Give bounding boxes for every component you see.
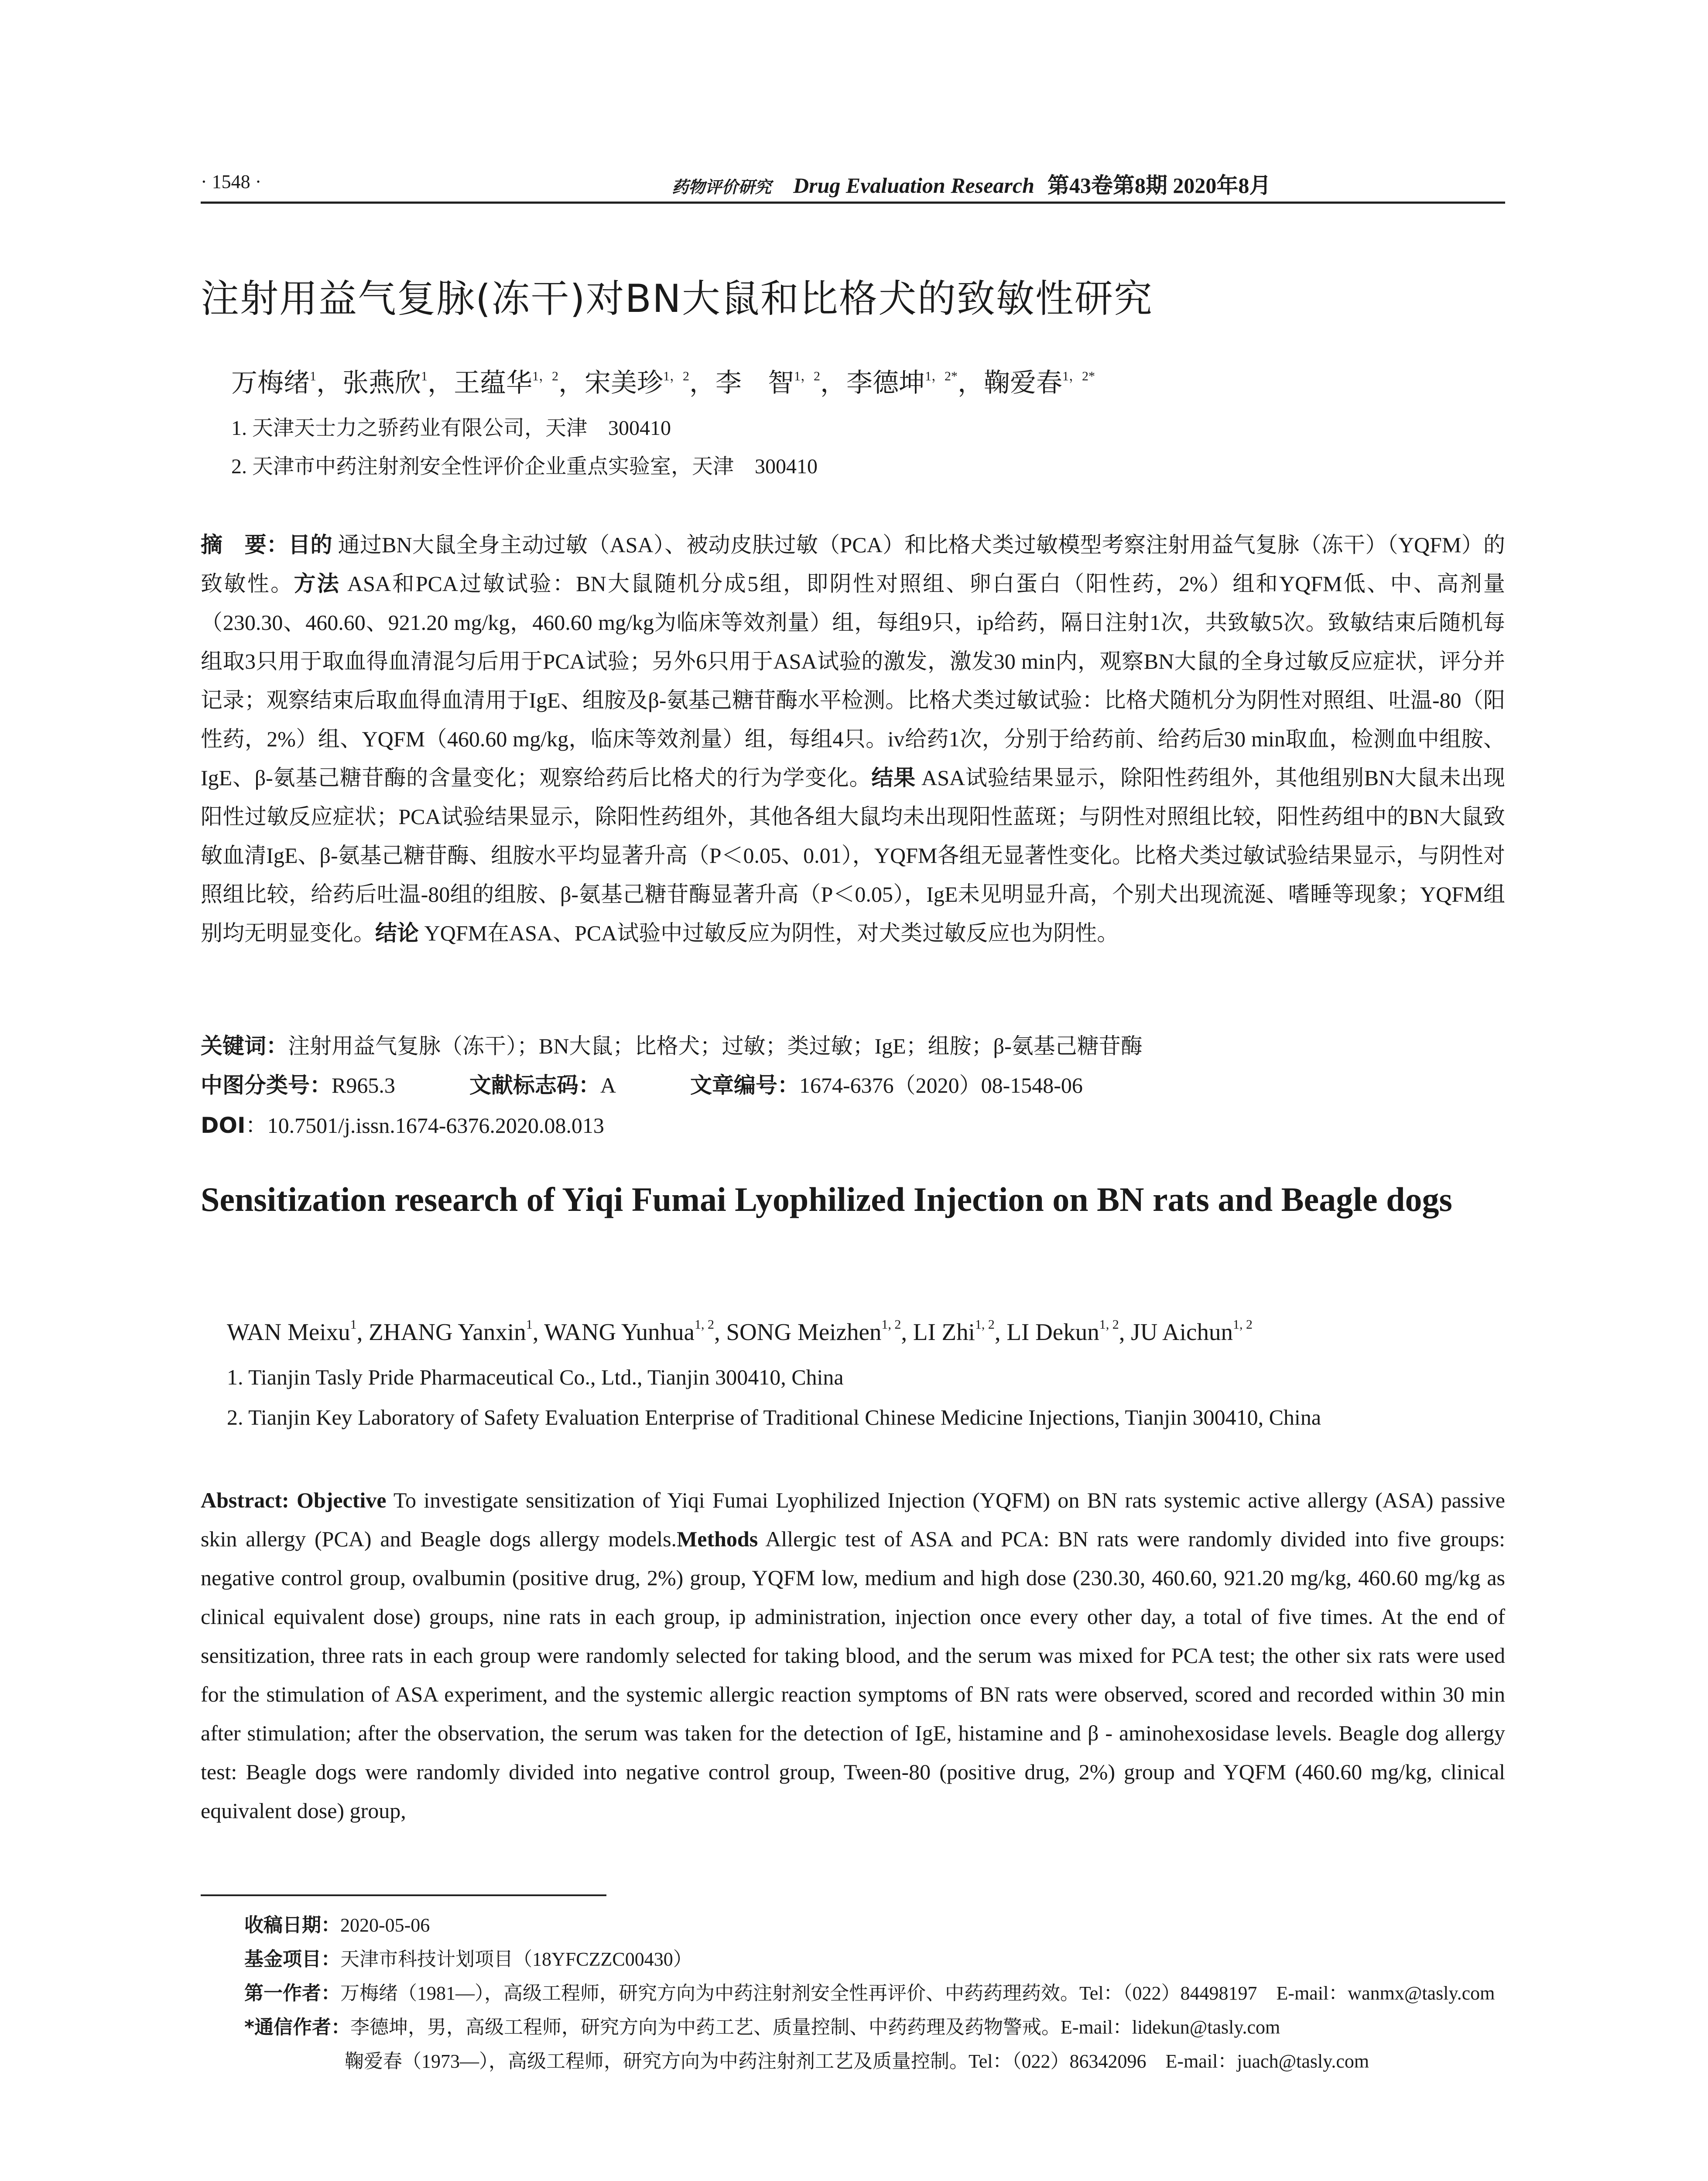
methods-cn: ASA和PCA过敏试验：BN大鼠随机分成5组，即阴性对照组、卵白蛋白（阳性药，2%）组和YQFM低、中、高剂量（230.30、460.60、921.20 mg/kg，460.60 mg/kg为临床等效剂量）组，每组9只，ip给药，隔日注射1次，共致敏5次。致敏结束后随机每组取3只用于取血得血清混匀后用于PCA试验；另外6只用于ASA试验的激发，激发30 min内，观察BN大鼠的全身过敏反应症状，评分并记录；观察结束后取血得血清用于IgE、组胺及β-氨基己糖苷酶水平检测。比格犬类过敏试验：比格犬随机分为阴性对照组、吐温-80（阳性药，2%）组、YQFM（460.60 mg/kg，临床等效剂量）组，每组4只。iv给药1次，分别于给药前、给药后30 min取血，检测血中组胺、IgE、β-氨基己糖苷酶的含量变化；观察给药后比格犬的行为学变化。 [201, 571, 1505, 790]
author-cn: 鞠爱春$^{1,2*}$ [984, 369, 1095, 397]
journal-header [672, 168, 1271, 199]
author-en: ZHANG Yanxin$^1$, [369, 1317, 544, 1345]
methods-en: Allergic test of ASA and PCA: BN rats were randomly divided into five groups: negative control group, ovalbumin (positive drug, 2%) group, YQFM low, medium and high dose (230.30, 460.60, 921.20 mg/kg, 460.60 mg/kg as clinical equivalent dose) groups, nine rats in each group, ip administration, injection once every other day, a total of five times. At the end of sensitization, three rats in each group were randomly selected for taking blood, and the serum was mixed for PCA test; the other six rats were used for the stimulation of ASA experiment, and the systemic allergic reaction symptoms of BN rats were observed, scored and recorded within 30 min after stimulation; after the observation, the serum was taken for the detection of IgE, histamine and β - aminohexosidase levels. Beagle dog allergy test: Beagle dogs were randomly divided into negative control group, Tween-80 (positive drug, 2%) group and YQFM (460.60 mg/kg, clinical equivalent dose) group, [201, 1527, 1505, 1823]
methods-label-cn: 方法 [294, 571, 341, 596]
journal-name: Drug Evaluation Research [793, 173, 1034, 198]
objective-label-cn: 目的 [288, 532, 332, 557]
clc-number: R965.3 [332, 1073, 395, 1097]
objective-cn: 通过BN大鼠全身主动过敏（ASA）、被动皮肤过敏（PCA）和比格犬类过敏模型考察注射用益气复脉（冻干）（YQFM）的致敏性。 [201, 533, 1506, 596]
conclusion-cn: YQFM在ASA、PCA试验中过敏反应为阴性，对犬类过敏反应也为阴性。 [419, 921, 1119, 945]
title-cn: 注射用益气复脉(冻干)对BN大鼠和比格犬的致敏性研究 [201, 276, 1153, 321]
corresponding-author: *通信作者：李德坤，男，高级工程师，研究方向为中药工艺、质量控制、中药药理及药物警戒。E-mail：lidekun@tasly.com [244, 2016, 1280, 2038]
keywords-label: 关键词： [201, 1033, 288, 1059]
doi-link[interactable]: ：10.7501/j.issn.1674-6376.2020.08.013 [245, 1113, 604, 1138]
abstract-cn [201, 526, 1505, 953]
first-author: 第一作者：万梅绪（1981—），高级工程师，研究方向为中药注射剂安全性再评价、中药药理药效。Tel：（022）84498197 E-mail：wanmx@tasly.com [244, 1982, 1495, 2004]
author-en: LI Dekun$^{1, 2}$, [1006, 1317, 1131, 1345]
affiliation-cn-1: 1. 天津天士力之骄药业有限公司，天津 300410 [231, 417, 671, 440]
header-rule [201, 202, 1505, 204]
objective-en: To investigate sensitization of Yiqi Fumai Lyophilized Injection (YQFM) on BN rats systemic active allergy (ASA) passive skin allergy (PCA) and Beagle dogs allergy models. [201, 1488, 1505, 1551]
author-cn: 李德坤$^{1,2*}$， [846, 369, 984, 397]
abstract-label-en: Abstract: Objective [201, 1488, 387, 1512]
page-number: · 1548 · [201, 171, 262, 192]
author-cn: 王蕴华$^{1,2}$， [454, 369, 585, 397]
title-en: Sensitization research of Yiqi Fumai Lyophilized Injection on BN rats and Beagle dogs [201, 1180, 1452, 1218]
fund-project: 基金项目：天津市科技计划项目（18YFCZZC00430） [244, 1948, 692, 1970]
authors-en [227, 1317, 1253, 1346]
author-en: WAN Meixu$^1$, [227, 1317, 369, 1345]
journal-logo: 药物评价研究 [672, 177, 772, 197]
corresponding-author-2: 鞠爱春（1973—），高级工程师，研究方向为中药注射剂工艺及质量控制。Tel：（022）86342096 E-mail：juach@tasly.com [345, 2051, 1369, 2072]
authors-cn [231, 362, 1095, 400]
running-header [201, 168, 1505, 198]
article-number: 1674-6376（2020）08-1548-06 [799, 1073, 1083, 1097]
author-cn: 李 智$^{1,2}$， [715, 369, 846, 397]
received-date: 收稿日期：2020-05-06 [244, 1914, 430, 1936]
conclusion-label-cn: 结论 [375, 920, 419, 946]
issue-info: 第43卷第8期 2020年8月 [1047, 173, 1271, 198]
abstract-en [201, 1481, 1505, 1830]
abstract-label-cn: 摘 要： [201, 532, 289, 557]
affiliation-cn-2: 2. 天津市中药注射剂安全性评价企业重点实验室，天津 300410 [231, 455, 818, 478]
keywords-cn [201, 1029, 1143, 1060]
affiliation-en-2: 2. Tianjin Key Laboratory of Safety Evaluation Enterprise of Traditional Chinese Medicine Injections, Tianjin 300410, China [227, 1405, 1321, 1429]
author-cn: 张燕欣$^1$， [342, 369, 454, 397]
document-code: A [600, 1073, 616, 1097]
author-cn: 宋美珍$^{1,2}$， [585, 369, 715, 397]
affiliation-en-1: 1. Tianjin Tasly Pride Pharmaceutical Co., Ltd., Tianjin 300410, China [227, 1365, 844, 1389]
classification-line: 中图分类号：R965.3 文献标志码：A 文章编号：1674-6376（2020）08-1548-06 [201, 1073, 1083, 1098]
keywords-text: 注射用益气复脉（冻干）；BN大鼠；比格犬；过敏；类过敏；IgE；组胺；β-氨基己糖苷酶 [288, 1034, 1143, 1058]
results-label-cn: 结果 [871, 765, 916, 790]
author-en: SONG Meizhen$^{1, 2}$, [726, 1317, 913, 1345]
footnotes [244, 1908, 1505, 2078]
author-cn: 万梅绪$^1$， [231, 369, 342, 397]
doi-line: DOI：10.7501/j.issn.1674-6376.2020.08.013 [201, 1113, 604, 1138]
author-en: JU Aichun$^{1, 2}$ [1131, 1317, 1253, 1345]
footnote-rule [201, 1894, 606, 1896]
author-en: WANG Yunhua$^{1, 2}$, [544, 1317, 726, 1345]
methods-label-en: Methods [677, 1527, 758, 1551]
results-cn: ASA试验结果显示，除阳性药组外，其他组别BN大鼠未出现阳性过敏反应症状；PCA试验结果显示，除阳性药组外，其他各组大鼠均未出现阳性蓝斑；与阴性对照组比较，阳性药组中的BN大鼠致敏血清IgE、β-氨基己糖苷酶、组胺水平均显著升高（P＜0.05、0.01），YQFM各组无显著性变化。比格犬类过敏试验结果显示，与阴性对照组比较，给药后吐温-80组的组胺、β-氨基己糖苷酶显著升高（P＜0.05），IgE未见明显升高，个别犬出现流涎、嗜睡等现象；YQFM组别均无明显变化。 [201, 766, 1506, 945]
author-en: LI Zhi$^{1, 2}$, [913, 1317, 1007, 1345]
